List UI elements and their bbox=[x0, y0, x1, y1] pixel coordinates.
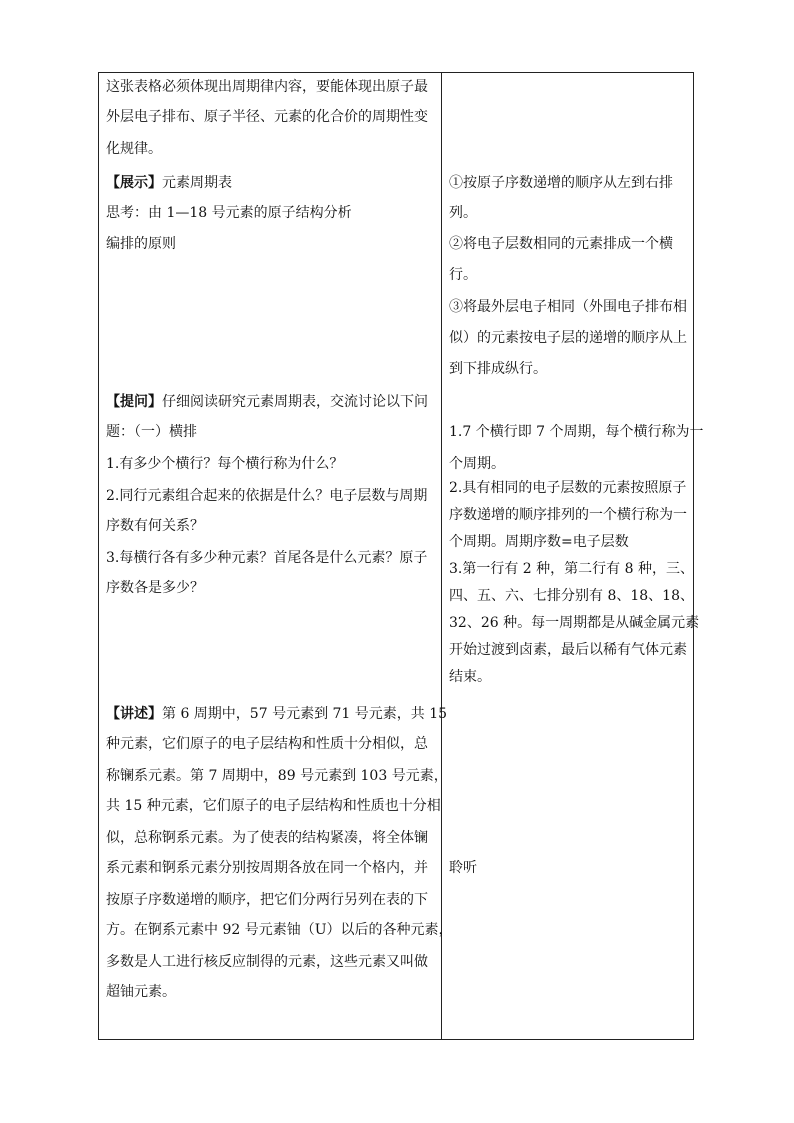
question-line: 题：（一）横排 bbox=[106, 424, 197, 440]
question-item: 2.同行元素组合起来的依据是什么？电子层数与周期 bbox=[106, 488, 428, 504]
principle-line: ③将最外层电子相同（外围电子排布相 bbox=[449, 299, 687, 315]
question-tag: 【提问】 bbox=[106, 394, 162, 410]
answer-line: 四、五、六、七排分别有 8、18、18、 bbox=[449, 588, 694, 604]
lecture-line: 方。在锕系元素中 92 号元素铀（U）以后的各种元素， bbox=[106, 922, 453, 938]
show-tag: 【展示】 bbox=[106, 175, 162, 191]
principle-line: 列。 bbox=[449, 205, 477, 221]
question-item: 序数各是多少？ bbox=[106, 580, 204, 596]
intro-line: 化规律。 bbox=[106, 141, 162, 157]
question-item: 1.有多少个横行？每个横行称为什么？ bbox=[106, 456, 344, 472]
answer-line: 个周期。周期序数=电子层数 bbox=[449, 534, 629, 550]
question-item: 序数有何关系？ bbox=[106, 518, 204, 534]
question-text: 仔细阅读研究元素周期表，交流讨论以下问 bbox=[162, 394, 428, 410]
lecture-line: 称镧系元素。第 7 周期中，89 号元素到 103 号元素， bbox=[106, 768, 448, 784]
lecture-line: 系元素和锕系元素分别按周期各放在同一个格内，并 bbox=[106, 860, 428, 876]
question-item: 3.每横行各有多少种元素？首尾各是什么元素？原子 bbox=[106, 550, 428, 566]
intro-line: 外层电子排布、原子半径、元素的化合价的周期性变 bbox=[106, 109, 428, 125]
lecture-text: 第 6 周期中，57 号元素到 71 号元素，共 15 bbox=[162, 706, 448, 722]
intro-line: 这张表格必须体现出周期律内容，要能体现出原子最 bbox=[106, 79, 428, 95]
answer-line: 个周期。 bbox=[449, 456, 505, 472]
lecture-line: 似，总称锕系元素。为了使表的结构紧凑，将全体镧 bbox=[106, 830, 428, 846]
principle-line: ①按原子序数递增的顺序从左到右排 bbox=[449, 175, 673, 191]
principle-line: 行。 bbox=[449, 267, 477, 283]
principle-line: 到下排成纵行。 bbox=[449, 361, 547, 377]
answer-line: 序数递增的顺序排列的一个横行称为一 bbox=[449, 507, 687, 523]
answer-line: 2.具有相同的电子层数的元素按照原子 bbox=[449, 480, 687, 496]
lecture-line: 按原子序数递增的顺序，把它们分两行另列在表的下 bbox=[106, 892, 428, 908]
think-line: 编排的原则 bbox=[106, 236, 176, 252]
listen-note: 聆听 bbox=[449, 860, 477, 876]
answer-line: 开始过渡到卤素，最后以稀有气体元素 bbox=[449, 642, 687, 658]
lecture-tag: 【讲述】 bbox=[106, 706, 162, 722]
answer-line: 1.7 个横行即 7 个周期，每个横行称为一 bbox=[449, 424, 704, 440]
show-line bbox=[106, 173, 232, 193]
question-line bbox=[106, 392, 428, 412]
answer-line: 结束。 bbox=[449, 669, 491, 685]
think-line: 思考：由 1—18 号元素的原子结构分析 bbox=[106, 205, 352, 221]
lecture-line bbox=[106, 704, 447, 724]
lecture-line: 多数是人工进行核反应制得的元素，这些元素又叫做 bbox=[106, 954, 428, 970]
lecture-line: 共 15 种元素，它们原子的电子层结构和性质也十分相 bbox=[106, 798, 441, 814]
show-text: 元素周期表 bbox=[162, 175, 232, 191]
principle-line: 似）的元素按电子层的递增的顺序从上 bbox=[449, 330, 687, 346]
answer-line: 32、26 种。每一周期都是从碱金属元素 bbox=[449, 615, 700, 631]
column-divider bbox=[441, 72, 442, 1040]
lecture-line: 超铀元素。 bbox=[106, 984, 176, 1000]
principle-line: ②将电子层数相同的元素排成一个横 bbox=[449, 236, 673, 252]
lecture-line: 种元素，它们原子的电子层结构和性质十分相似，总 bbox=[106, 736, 428, 752]
answer-line: 3.第一行有 2 种，第二行有 8 种，三、 bbox=[449, 561, 694, 577]
